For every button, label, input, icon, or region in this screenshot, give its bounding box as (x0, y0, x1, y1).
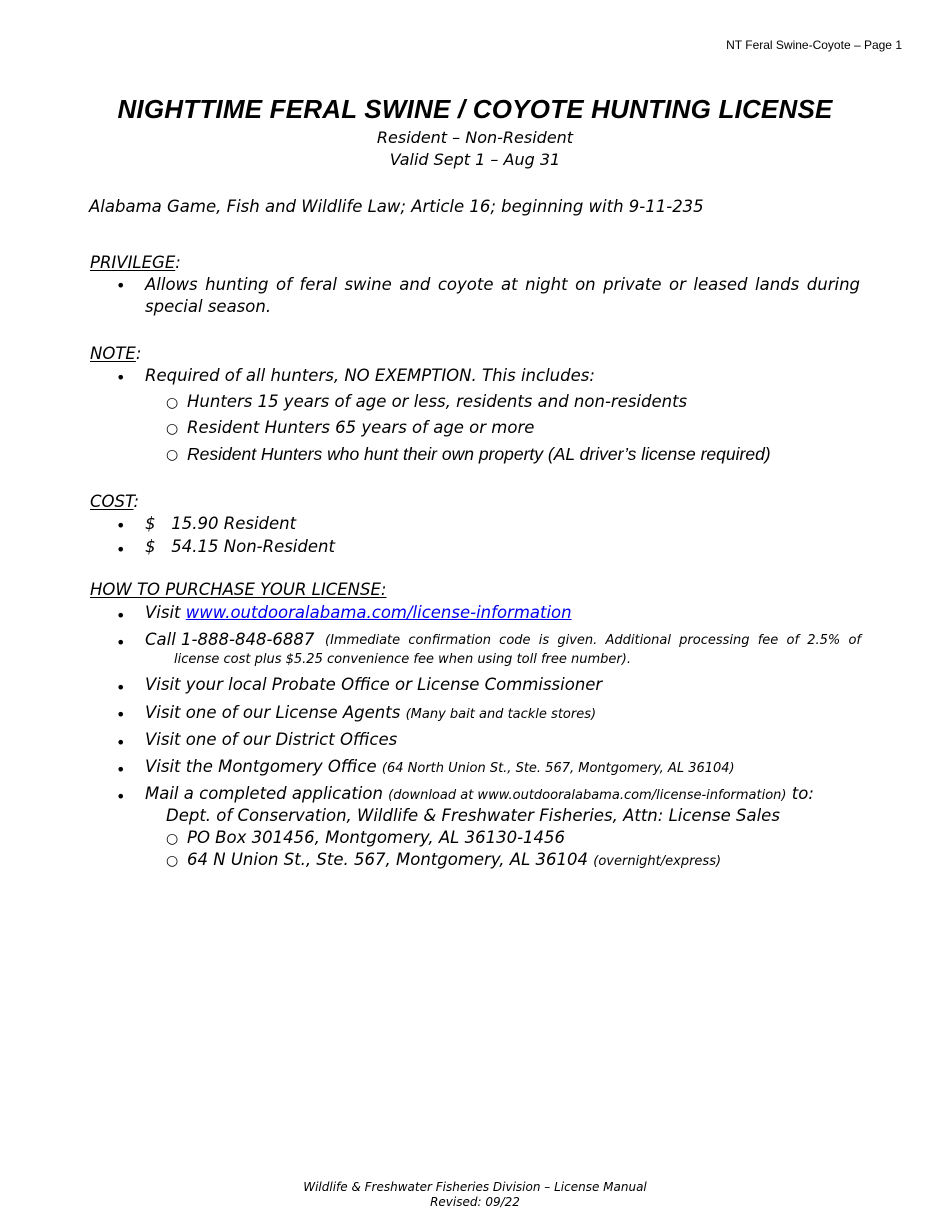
bullet-icon: • (116, 368, 126, 387)
bullet-icon: • (116, 787, 126, 806)
bullet-icon: • (116, 516, 126, 535)
purchase-visit-item: Visit www.outdooralabama.com/license-information (145, 603, 572, 622)
footer-revised: Revised: 09/22 (430, 1195, 520, 1209)
purchase-probate-item: Visit your local Probate Office or License Commissioner (145, 675, 603, 694)
mail-address-po-box: PO Box 301456, Montgomery, AL 36130-1456 (187, 828, 566, 847)
note-heading: NOTE: (90, 344, 142, 363)
circle-bullet-icon: ○ (166, 395, 179, 411)
bullet-icon: • (116, 606, 126, 625)
purchase-district-item: Visit one of our District Offices (145, 730, 398, 749)
note-subitem: Resident Hunters who hunt their own property (AL driver’s license required) (187, 444, 771, 464)
page-header: NT Feral Swine-Coyote – Page 1 (726, 38, 902, 52)
privilege-item: Allows hunting of feral swine and coyote at night on private or leased lands during special season. (145, 275, 860, 316)
note-subitem: Hunters 15 years of age or less, residents and non-residents (187, 392, 688, 411)
purchase-heading: HOW TO PURCHASE YOUR LICENSE: (90, 580, 387, 599)
circle-bullet-icon: ○ (166, 447, 179, 463)
bullet-icon: • (116, 733, 126, 752)
purchase-montgomery-item: Visit the Montgomery Office (64 North Union St., Ste. 567, Montgomery, AL 36104) (145, 757, 735, 776)
cost-item-resident: $ 15.90 Resident (145, 514, 297, 533)
purchase-call-item: Call 1-888-848-6887 (Immediate confirmation code is given. Additional processing fee of 2.5% of (145, 630, 861, 649)
law-reference: Alabama Game, Fish and Wildlife Law; Article 16; beginning with 9-11-235 (89, 197, 704, 216)
call-note: (Immediate confirmation code is given. Additional processing fee of 2.5% of (325, 633, 861, 648)
license-information-link[interactable]: www.outdooralabama.com/license-information (185, 603, 572, 622)
page-title: NIGHTTIME FERAL SWINE / COYOTE HUNTING LICENSE (117, 94, 833, 124)
bullet-icon: • (116, 276, 126, 295)
call-note-continued: license cost plus $5.25 convenience fee when using toll free number). (174, 652, 631, 667)
cost-item-nonresident: $ 54.15 Non-Resident (145, 537, 335, 556)
purchase-mail-item: Mail a completed application (download at www.outdooralabama.com/license-information) to: (145, 784, 814, 803)
bullet-icon: • (116, 705, 126, 724)
subtitle-validity: Valid Sept 1 – Aug 31 (389, 150, 561, 169)
bullet-icon: • (116, 760, 126, 779)
cost-heading: COST: (90, 492, 140, 511)
note-subitem: Resident Hunters 65 years of age or more (187, 418, 535, 437)
bullet-icon: • (116, 540, 126, 559)
privilege-heading: PRIVILEGE: (90, 253, 181, 272)
mail-department: Dept. of Conservation, Wildlife & Freshwater Fisheries, Attn: License Sales (166, 806, 780, 825)
footer-division: Wildlife & Freshwater Fisheries Division – License Manual (303, 1180, 647, 1194)
note-item: Required of all hunters, NO EXEMPTION. This includes: (145, 366, 595, 385)
circle-bullet-icon: ○ (166, 853, 179, 869)
bullet-icon: • (116, 633, 126, 652)
bullet-icon: • (116, 678, 126, 697)
circle-bullet-icon: ○ (166, 421, 179, 437)
subtitle-residency: Resident – Non-Resident (376, 128, 574, 147)
purchase-agents-item: Visit one of our License Agents (Many bait and tackle stores) (145, 703, 597, 722)
mail-address-street: 64 N Union St., Ste. 567, Montgomery, AL 36104 (overnight/express) (187, 850, 722, 869)
circle-bullet-icon: ○ (166, 831, 179, 847)
